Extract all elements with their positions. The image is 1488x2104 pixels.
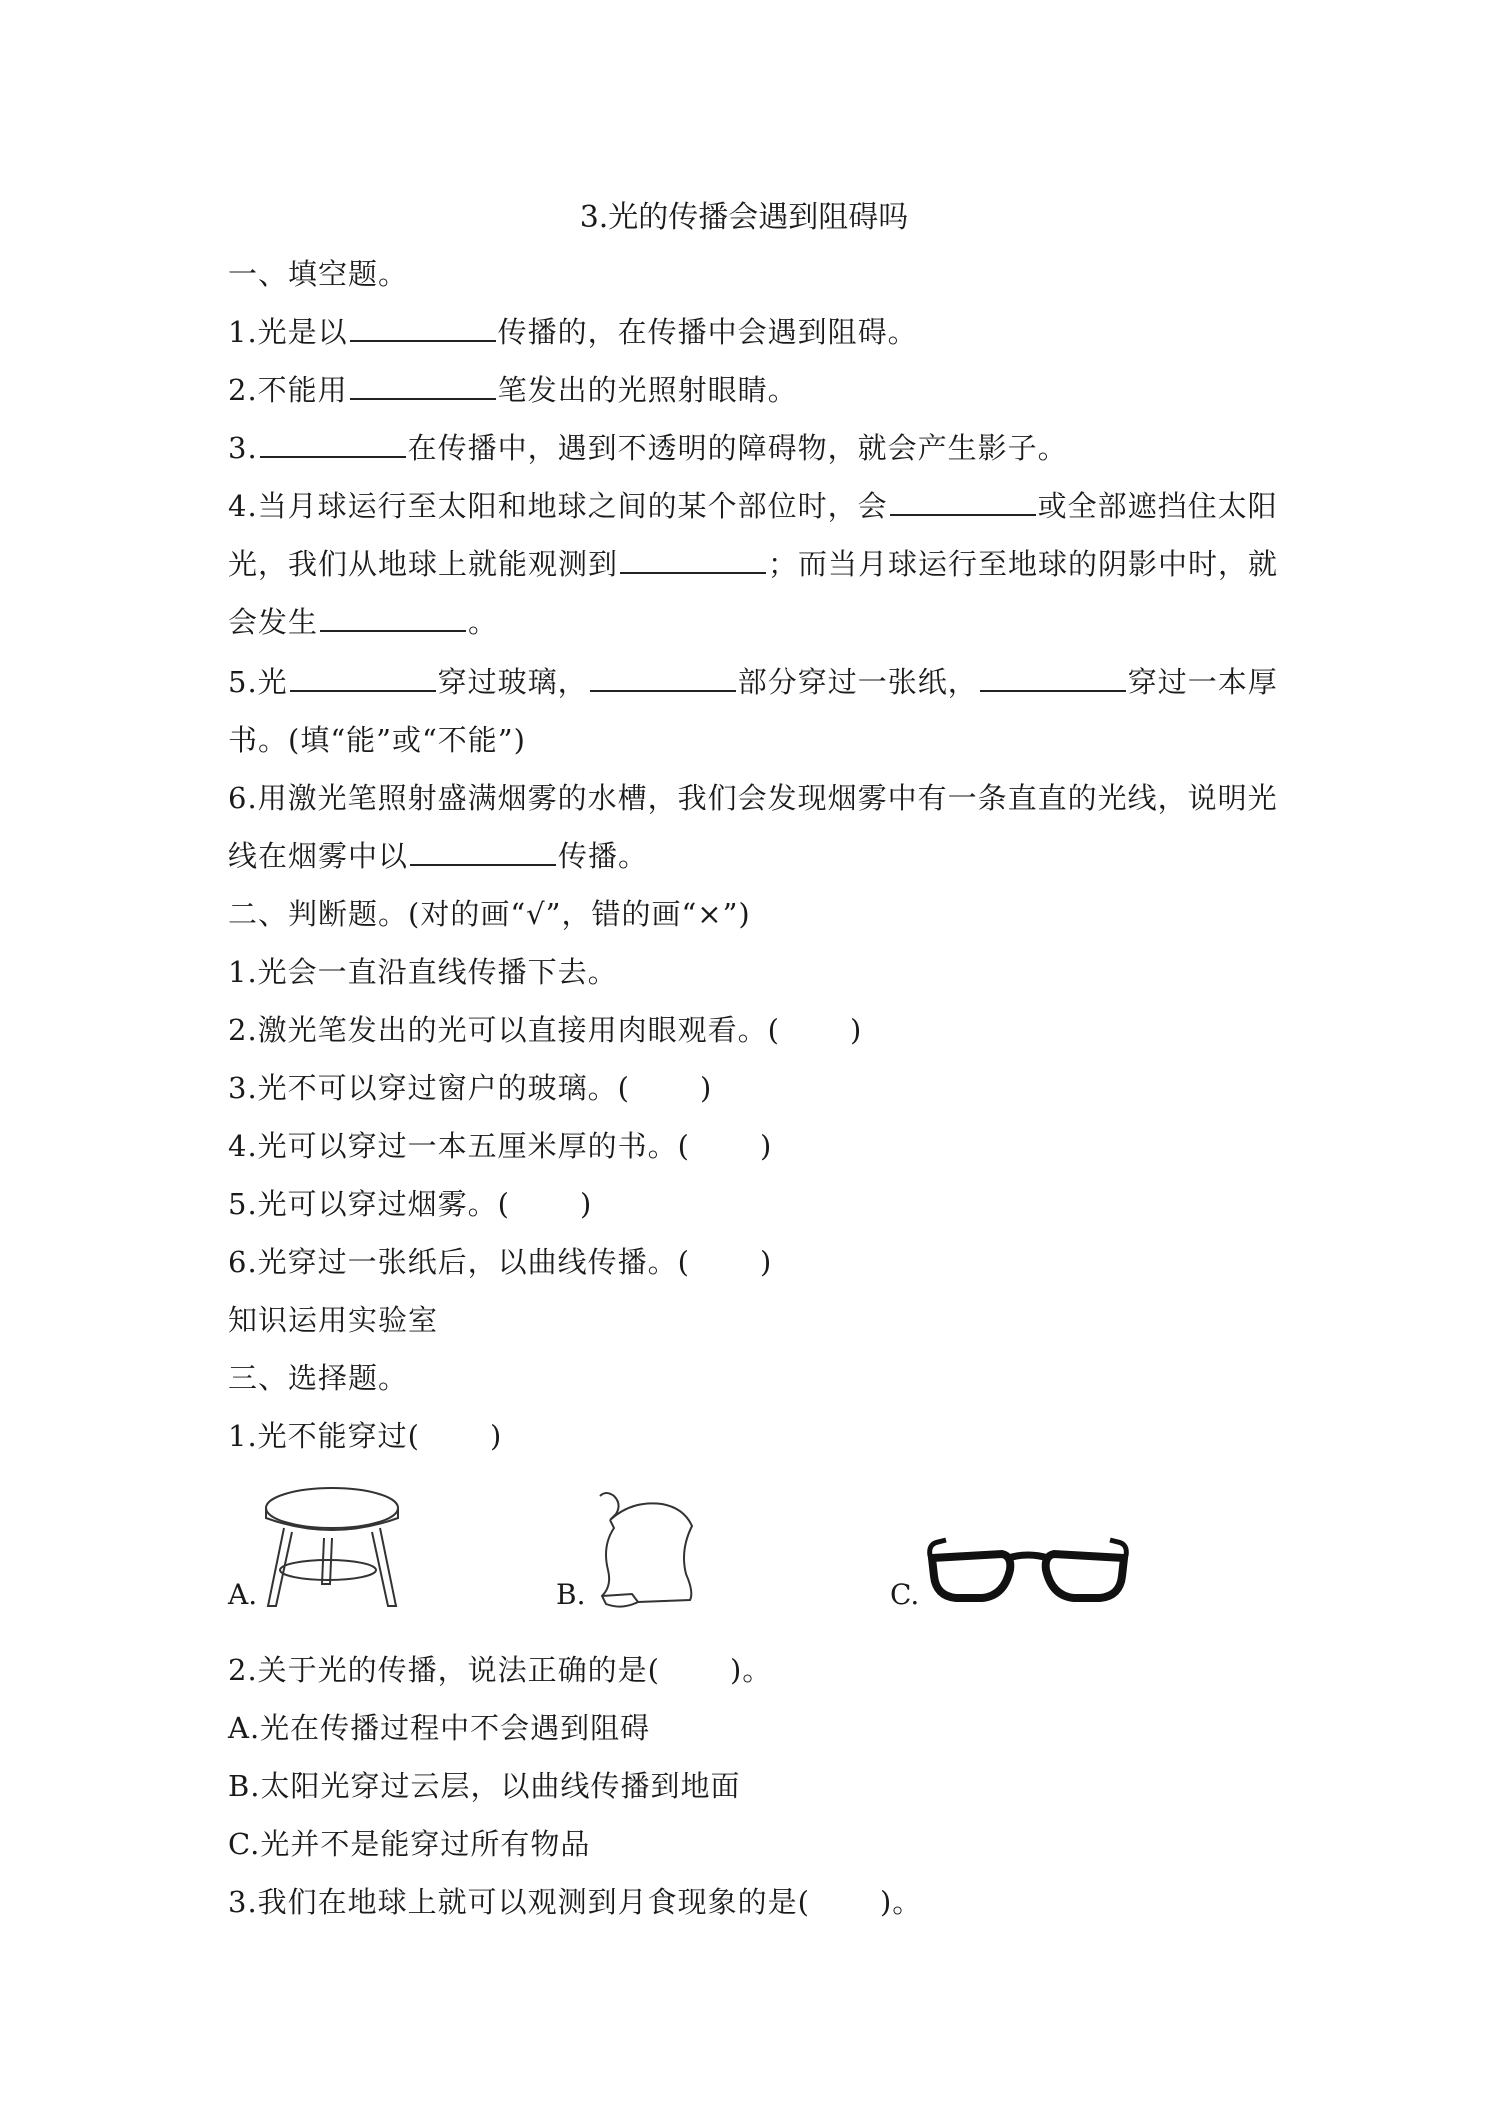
question-text: ；而当月球运行至地球的阴影中时，就 bbox=[768, 547, 1279, 581]
question-fill-5-line2: 书。(填“能”或“不能”) bbox=[228, 723, 526, 757]
question-tf-3 bbox=[228, 1066, 712, 1107]
answer-blank[interactable] bbox=[260, 428, 406, 458]
answer-blank[interactable] bbox=[350, 312, 496, 342]
question-text: 传播的，在传播中会遇到阻碍。 bbox=[497, 315, 918, 349]
question-text: 2.激光笔发出的光可以直接用肉眼观看。( bbox=[228, 1013, 780, 1047]
question-text: 部分穿过一张纸， bbox=[737, 665, 978, 699]
option-2c[interactable]: C.光并不是能穿过所有物品 bbox=[228, 1827, 591, 1861]
section-heading-fill-blank: 一、填空题。 bbox=[228, 257, 409, 291]
answer-blank[interactable] bbox=[980, 662, 1126, 692]
question-tf-5 bbox=[228, 1182, 592, 1223]
answer-blank[interactable] bbox=[290, 662, 436, 692]
option-2b[interactable]: B.太阳光穿过云层，以曲线传播到地面 bbox=[228, 1769, 741, 1803]
question-text: 。 bbox=[468, 605, 499, 639]
glasses-icon bbox=[926, 1534, 1130, 1614]
answer-blank[interactable] bbox=[320, 602, 466, 632]
question-fill-6-line2 bbox=[228, 834, 648, 875]
question-text: 2.不能用 bbox=[228, 373, 348, 407]
question-text: 传播。 bbox=[558, 839, 649, 873]
answer-blank[interactable] bbox=[590, 662, 736, 692]
question-fill-1 bbox=[228, 310, 918, 351]
question-text: ) bbox=[759, 1129, 773, 1163]
question-text: 在传播中，遇到不透明的障碍物，就会产生影子。 bbox=[407, 431, 1068, 465]
question-text: 1.光不能穿过( bbox=[228, 1419, 420, 1453]
question-fill-3 bbox=[228, 426, 1068, 467]
question-fill-5-line1 bbox=[228, 660, 1278, 701]
question-text: ) bbox=[759, 1245, 773, 1279]
stool-icon bbox=[262, 1484, 402, 1614]
question-text: 穿过一本厚 bbox=[1127, 665, 1278, 699]
question-text: 线在烟雾中以 bbox=[228, 839, 409, 873]
question-text: )。 bbox=[879, 1885, 923, 1919]
question-text: 会发生 bbox=[228, 605, 319, 639]
question-tf-6 bbox=[228, 1240, 772, 1281]
answer-blank[interactable] bbox=[890, 486, 1036, 516]
question-fill-4-line1 bbox=[228, 484, 1278, 525]
answer-blank[interactable] bbox=[350, 370, 496, 400]
question-fill-4-line3 bbox=[228, 600, 498, 641]
question-text: 3. bbox=[228, 431, 258, 465]
option-b-label[interactable]: B. bbox=[556, 1578, 586, 1611]
question-text: ) bbox=[579, 1187, 593, 1221]
question-tf-2 bbox=[228, 1008, 862, 1049]
question-text: ) bbox=[699, 1071, 713, 1105]
question-tf-4 bbox=[228, 1124, 772, 1165]
question-text: ) bbox=[489, 1419, 503, 1453]
question-mc-3 bbox=[228, 1880, 922, 1921]
question-text: 3.光不可以穿过窗户的玻璃。( bbox=[228, 1071, 630, 1105]
question-fill-2 bbox=[228, 368, 798, 409]
lab-heading: 知识运用实验室 bbox=[228, 1303, 439, 1337]
answer-blank[interactable] bbox=[410, 836, 556, 866]
question-text: 4.当月球运行至太阳和地球之间的某个部位时，会 bbox=[228, 489, 888, 523]
question-text: 5.光可以穿过烟雾。( bbox=[228, 1187, 510, 1221]
answer-blank[interactable] bbox=[620, 544, 766, 574]
question-tf-1: 1.光会一直沿直线传播下去。 bbox=[228, 955, 618, 989]
question-text: 笔发出的光照射眼睛。 bbox=[497, 373, 798, 407]
question-text: 或全部遮挡住太阳 bbox=[1037, 489, 1278, 523]
section-heading-multiple-choice: 三、选择题。 bbox=[228, 1361, 409, 1395]
question-text: )。 bbox=[729, 1653, 773, 1687]
question-text: 3.我们在地球上就可以观测到月食现象的是( bbox=[228, 1885, 810, 1919]
question-text: 穿过玻璃， bbox=[437, 665, 588, 699]
question-mc-2 bbox=[228, 1648, 772, 1689]
option-2a[interactable]: A.光在传播过程中不会遇到阻碍 bbox=[228, 1711, 651, 1745]
question-text: ) bbox=[849, 1013, 863, 1047]
question-text: 光，我们从地球上就能观测到 bbox=[228, 547, 619, 581]
question-text: 4.光可以穿过一本五厘米厚的书。( bbox=[228, 1129, 690, 1163]
question-mc-1 bbox=[228, 1414, 502, 1455]
option-c-label[interactable]: C. bbox=[890, 1578, 920, 1611]
question-text: 6.光穿过一张纸后，以曲线传播。( bbox=[228, 1245, 690, 1279]
page-title: 3.光的传播会遇到阻碍吗 bbox=[579, 200, 909, 235]
question-text: 1.光是以 bbox=[228, 315, 348, 349]
section-heading-true-false: 二、判断题。(对的画“√”，错的画“×”) bbox=[228, 897, 751, 931]
paper-sheet-icon bbox=[592, 1490, 702, 1612]
question-fill-4-line2 bbox=[228, 542, 1278, 583]
question-fill-6-line1: 6.用激光笔照射盛满烟雾的水槽，我们会发现烟雾中有一条直直的光线，说明光 bbox=[228, 781, 1278, 815]
question-text: 5.光 bbox=[228, 665, 288, 699]
question-text: 2.关于光的传播，说法正确的是( bbox=[228, 1653, 660, 1687]
option-a-label[interactable]: A. bbox=[228, 1578, 258, 1611]
